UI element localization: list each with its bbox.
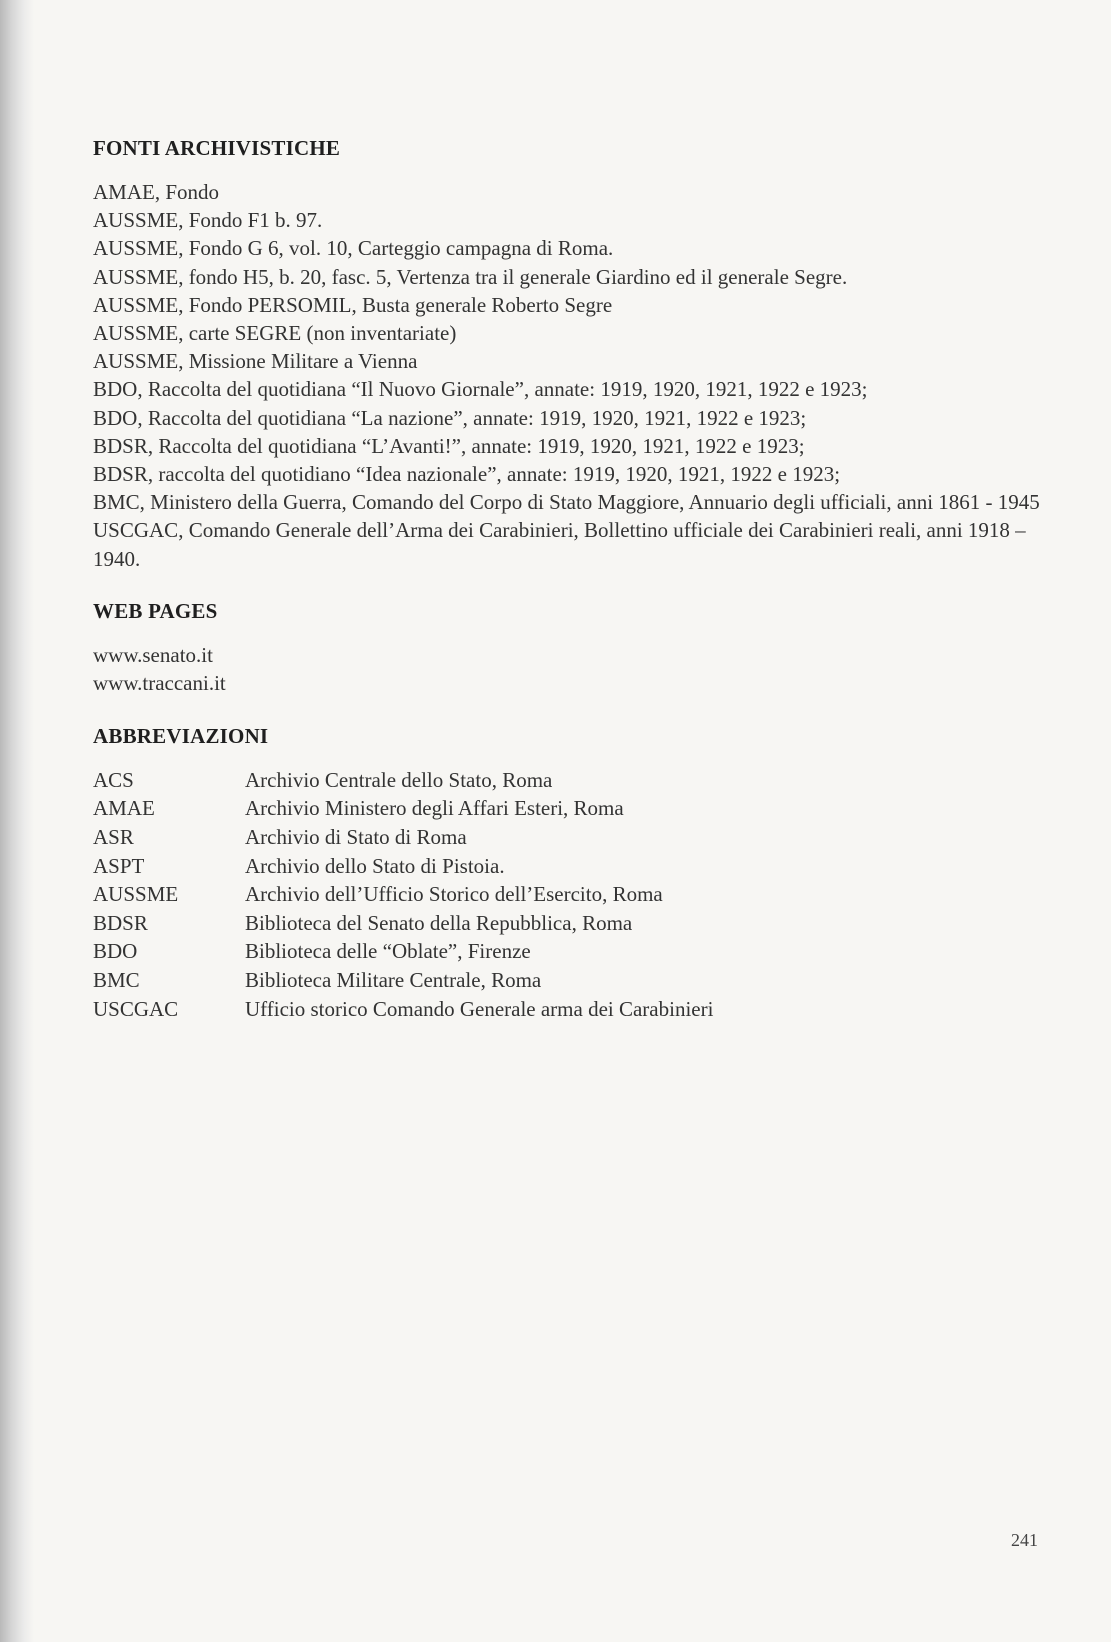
abbreviation-description: Biblioteca Militare Centrale, Roma: [245, 968, 542, 992]
abbreviation-description: Archivio Ministero degli Affari Esteri, Roma: [245, 796, 624, 821]
abbreviation-description: Biblioteca delle “Oblate”, Firenze: [245, 939, 531, 964]
abbreviation-description: Biblioteca del Senato della Repubblica, Roma: [245, 910, 633, 935]
page-spine-shadow: [0, 0, 34, 1642]
abbreviation-code: ASPT: [93, 853, 145, 878]
source-item: AUSSME, fondo H5, b. 20, fasc. 5, Vertenza tra il generale Giardino ed il generale Segre.: [93, 264, 848, 289]
abbreviation-row: [93, 766, 1053, 795]
abbreviation-row: [93, 823, 1053, 852]
document-page: [93, 134, 1053, 1023]
source-item: AUSSME, carte SEGRE (non inventariate): [93, 321, 457, 346]
source-item: BMC, Ministero della Guerra, Comando del Corpo di Stato Maggiore, Annuario degli ufficiali, anni 1861 - 1945: [93, 490, 1040, 515]
abbreviation-code: ASR: [93, 825, 134, 850]
page-number: 241: [1011, 1530, 1038, 1550]
abbreviation-code: BDSR: [93, 910, 148, 935]
source-item: BDSR, raccolta del quotidiano “Idea nazionale”, annate: 1919, 1920, 1921, 1922 e 1923;: [93, 462, 841, 487]
abbreviation-code: AUSSME: [93, 882, 179, 907]
source-item: BDO, Raccolta del quotidiana “La nazione”, annate: 1919, 1920, 1921, 1922 e 1923;: [93, 405, 807, 430]
section-heading-abbreviazioni: ABBREVIAZIONI: [93, 723, 269, 748]
web-page-link[interactable]: www.traccani.it: [93, 671, 226, 696]
abbreviation-description: Archivio dell’Ufficio Storico dell’Esercito, Roma: [245, 882, 663, 907]
source-item: AUSSME, Fondo G 6, vol. 10, Carteggio campagna di Roma.: [93, 236, 614, 261]
abbreviation-row: [93, 966, 1053, 995]
web-pages-list: [93, 641, 1053, 698]
abbreviation-row: [93, 880, 1053, 909]
abbreviation-code: AMAE: [93, 796, 155, 821]
web-page-link[interactable]: www.senato.it: [93, 642, 213, 667]
abbreviation-row: [93, 937, 1053, 966]
source-item: AUSSME, Missione Militare a Vienna: [93, 349, 418, 374]
section-heading-fonti: FONTI ARCHIVISTICHE: [93, 136, 341, 160]
abbreviation-row: [93, 852, 1053, 881]
abbreviations-list: [93, 766, 1053, 1023]
abbreviation-row: [93, 909, 1053, 938]
source-item: USCGAC, Comando Generale dell’Arma dei Carabinieri, Bollettino ufficiale dei Carabinieri reali, anni 1918 – 1940.: [93, 518, 1026, 571]
source-item: AMAE, Fondo: [93, 180, 220, 204]
abbreviation-row: [93, 794, 1053, 823]
abbreviation-description: Archivio di Stato di Roma: [245, 825, 467, 850]
source-item: BDSR, Raccolta del quotidiana “L’Avanti!”, annate: 1919, 1920, 1921, 1922 e 1923;: [93, 433, 805, 458]
source-item: AUSSME, Fondo F1 b. 97.: [93, 208, 323, 233]
abbreviation-row: [93, 995, 1053, 1024]
abbreviation-description: Archivio dello Stato di Pistoia.: [245, 853, 505, 878]
abbreviation-code: ACS: [93, 767, 134, 792]
archival-sources-list: [93, 178, 1053, 573]
abbreviation-description: Ufficio storico Comando Generale arma dei Carabinieri: [245, 996, 714, 1021]
abbreviation-code: BMC: [93, 968, 140, 992]
section-heading-web-pages: WEB PAGES: [93, 598, 218, 623]
abbreviation-code: USCGAC: [93, 996, 179, 1021]
abbreviation-description: Archivio Centrale dello Stato, Roma: [245, 767, 553, 792]
abbreviation-code: BDO: [93, 939, 138, 964]
source-item: AUSSME, Fondo PERSOMIL, Busta generale Roberto Segre: [93, 292, 613, 317]
source-item: BDO, Raccolta del quotidiana “Il Nuovo Giornale”, annate: 1919, 1920, 1921, 1922 e 1923;: [93, 377, 868, 402]
